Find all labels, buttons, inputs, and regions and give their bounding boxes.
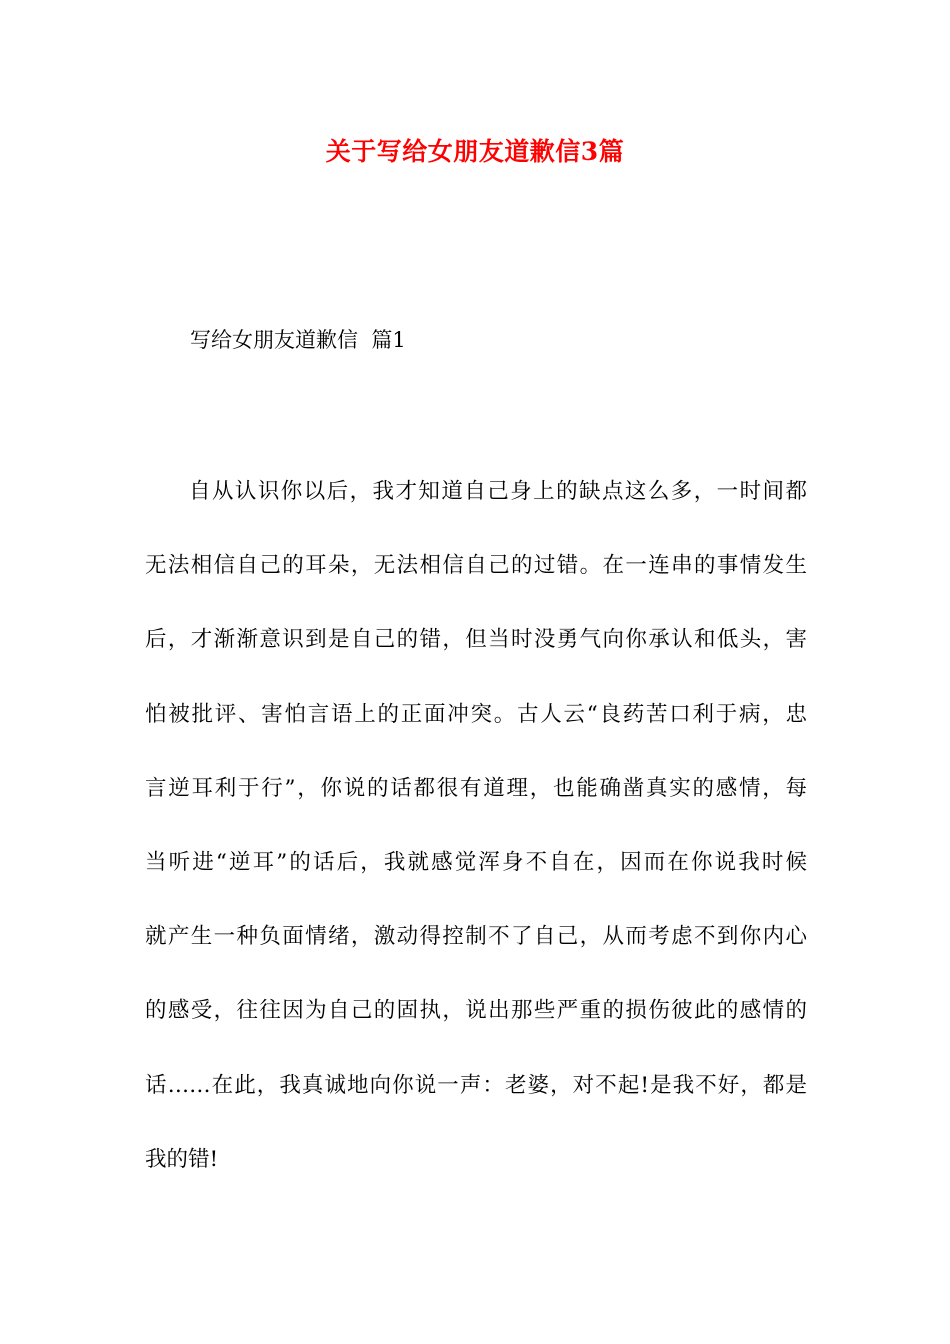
paragraph-line: 后，才渐渐意识到是自己的错，但当时没勇气向你承认和低头，害 [145,627,807,653]
section-heading: 写给女朋友道歉信 篇1 [190,328,406,352]
paragraph-line: 就产生一种负面情绪，激动得控制不了自己，从而考虑不到你内心 [145,924,807,950]
paragraph-line: 当听进“逆耳”的话后，我就感觉浑身不自在，因而在你说我时候 [145,849,807,875]
body-paragraph [145,470,807,1212]
paragraph-line: 的感受，往往因为自己的固执，说出那些严重的损伤彼此的感情的 [145,998,807,1024]
paragraph-line: 自从认识你以后，我才知道自己身上的缺点这么多，一时间都 [189,479,807,504]
paragraph-line: 言逆耳利于行”，你说的话都很有道理，也能确凿真实的感情，每 [145,775,807,801]
paragraph-line: 怕被批评、害怕言语上的正面冲突。古人云“良药苦口利于病，忠 [145,701,807,727]
paragraph-line: 我的错! [145,1146,219,1172]
paragraph-line: 无法相信自己的耳朵，无法相信自己的过错。在一连串的事情发生 [145,553,807,579]
paragraph-line: 话……在此，我真诚地向你说一声：老婆，对不起!是我不好，都是 [145,1072,807,1098]
document-title: 关于写给女朋友道歉信3篇 [325,137,625,166]
